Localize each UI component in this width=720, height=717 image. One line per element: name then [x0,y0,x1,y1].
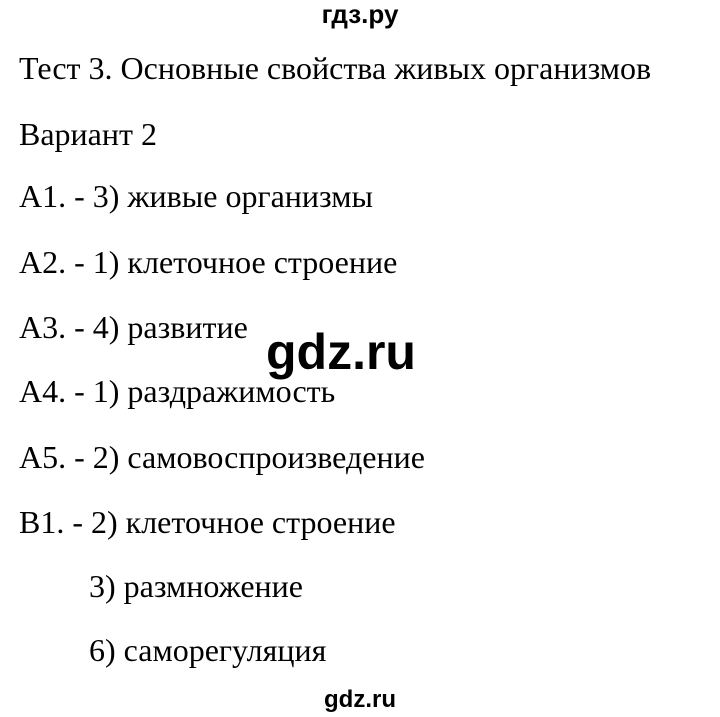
answer-b1: В1. - 2) клеточное строение [19,504,396,540]
answer-b1-option-6: 6) саморегуляция [89,632,327,668]
answer-a4: А4. - 1) раздражимость [19,373,336,409]
site-header-label: гдз.ру [321,0,399,29]
answer-b1-option-3: 3) размножение [89,568,303,604]
answer-a2: А2. - 1) клеточное строение [19,244,398,280]
watermark: gdz.ru [266,324,416,380]
variant-heading: Вариант 2 [19,116,157,152]
test-title: Тест 3. Основные свойства живых организмов [19,50,652,86]
answer-a3: А3. - 4) развитие [19,309,248,345]
answer-a1: А1. - 3) живые организмы [19,178,373,214]
site-footer-label: gdz.ru [324,686,396,713]
answer-a5: А5. - 2) самовоспроизведение [19,439,425,475]
